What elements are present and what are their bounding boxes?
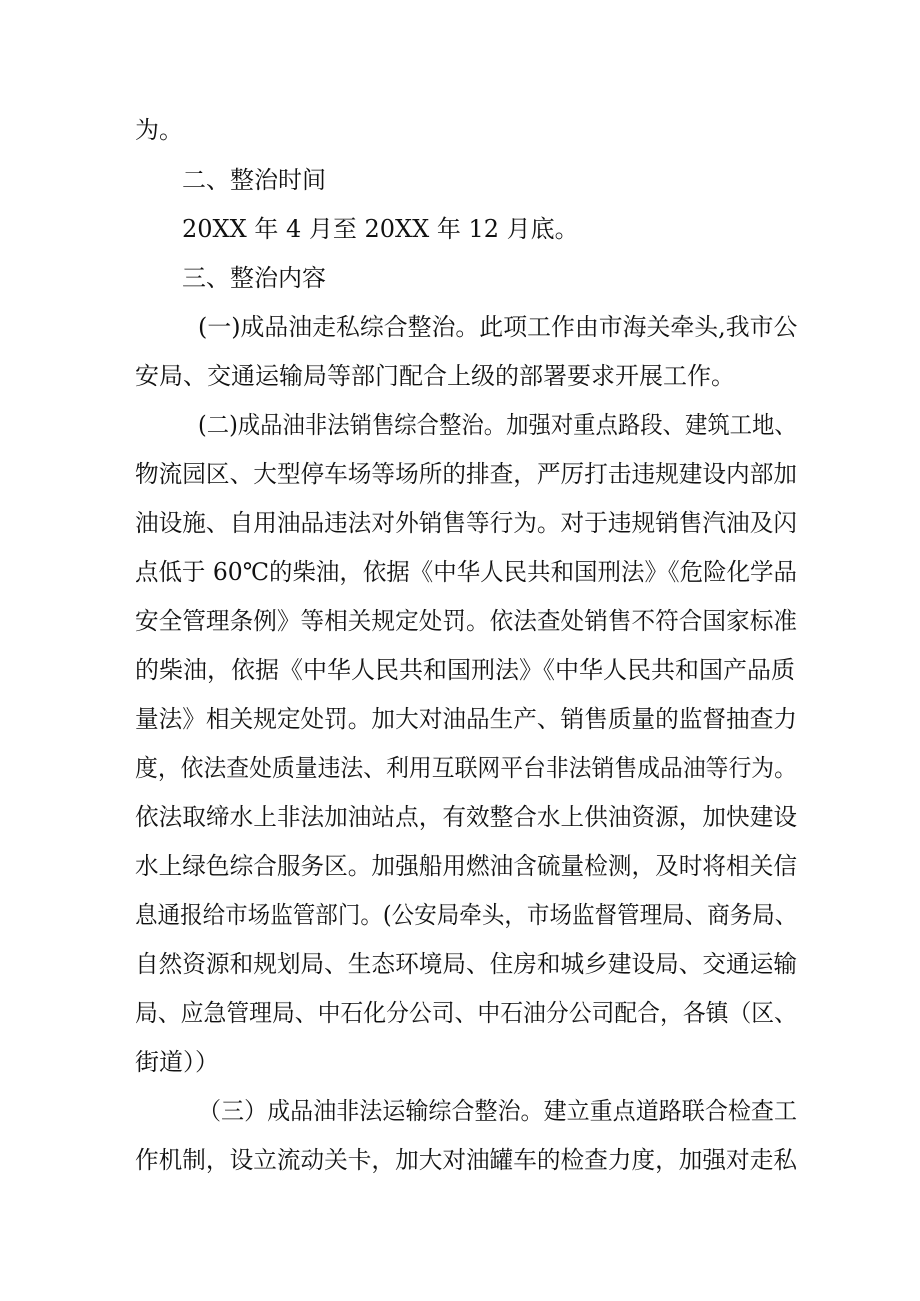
text-line: 的柴油，依据《中华人民共和国刑法》《中华人民共和国产品质 (135, 656, 795, 684)
text-line: 物流园区、大型停车场等场所的排查，严厉打击违规建设内部加 (135, 460, 797, 488)
text-line: （三）成品油非法运输综合整治。建立重点道路联合检查工 (198, 1097, 797, 1125)
text-line: 安局、交通运输局等部门配合上级的部署要求开展工作。 (135, 362, 735, 390)
text-line: 为。 (135, 116, 183, 144)
text-line: (二)成品油非法销售综合整治。加强对重点路段、建筑工地、 (198, 411, 797, 439)
text-line: 量法》相关规定处罚。加大对油品生产、销售质量的监督抽查力 (135, 705, 797, 733)
text-line: 点低于 60℃的柴油，依据《中华人民共和国刑法》《危险化学品 (135, 558, 797, 586)
text-line: 安全管理条例》等相关规定处罚。依法查处销售不符合国家标准 (135, 607, 797, 635)
text-line: 息通报给市场监管部门。(公安局牵头，市场监督管理局、商务局、 (135, 901, 798, 929)
text-line: 局、应急管理局、中石化分公司、中石油分公司配合，各镇（区、 (135, 999, 797, 1027)
text-line: (一)成品油走私综合整治。此项工作由市海关牵头,我市公 (198, 313, 798, 341)
text-line: 度，依法查处质量违法、利用互联网平台非法销售成品油等行为。 (135, 754, 797, 782)
text-line: 油设施、自用油品违法对外销售等行为。对于违规销售汽油及闪 (135, 509, 797, 537)
text-line: 街道）） (135, 1048, 219, 1076)
text-line: 20XX 年 4 月至 20XX 年 12 月底。 (182, 215, 579, 243)
text-line: 水上绿色综合服务区。加强船用燃油含硫量检测，及时将相关信 (135, 852, 797, 880)
text-line: 自然资源和规划局、生态环境局、住房和城乡建设局、交通运输 (135, 950, 797, 978)
section-heading: 三、整治内容 (182, 264, 326, 292)
section-heading: 二、整治时间 (182, 166, 326, 194)
text-line: 作机制，设立流动关卡，加大对油罐车的检查力度，加强对走私 (135, 1146, 797, 1174)
text-line: 依法取缔水上非法加油站点，有效整合水上供油资源，加快建设 (135, 803, 797, 831)
